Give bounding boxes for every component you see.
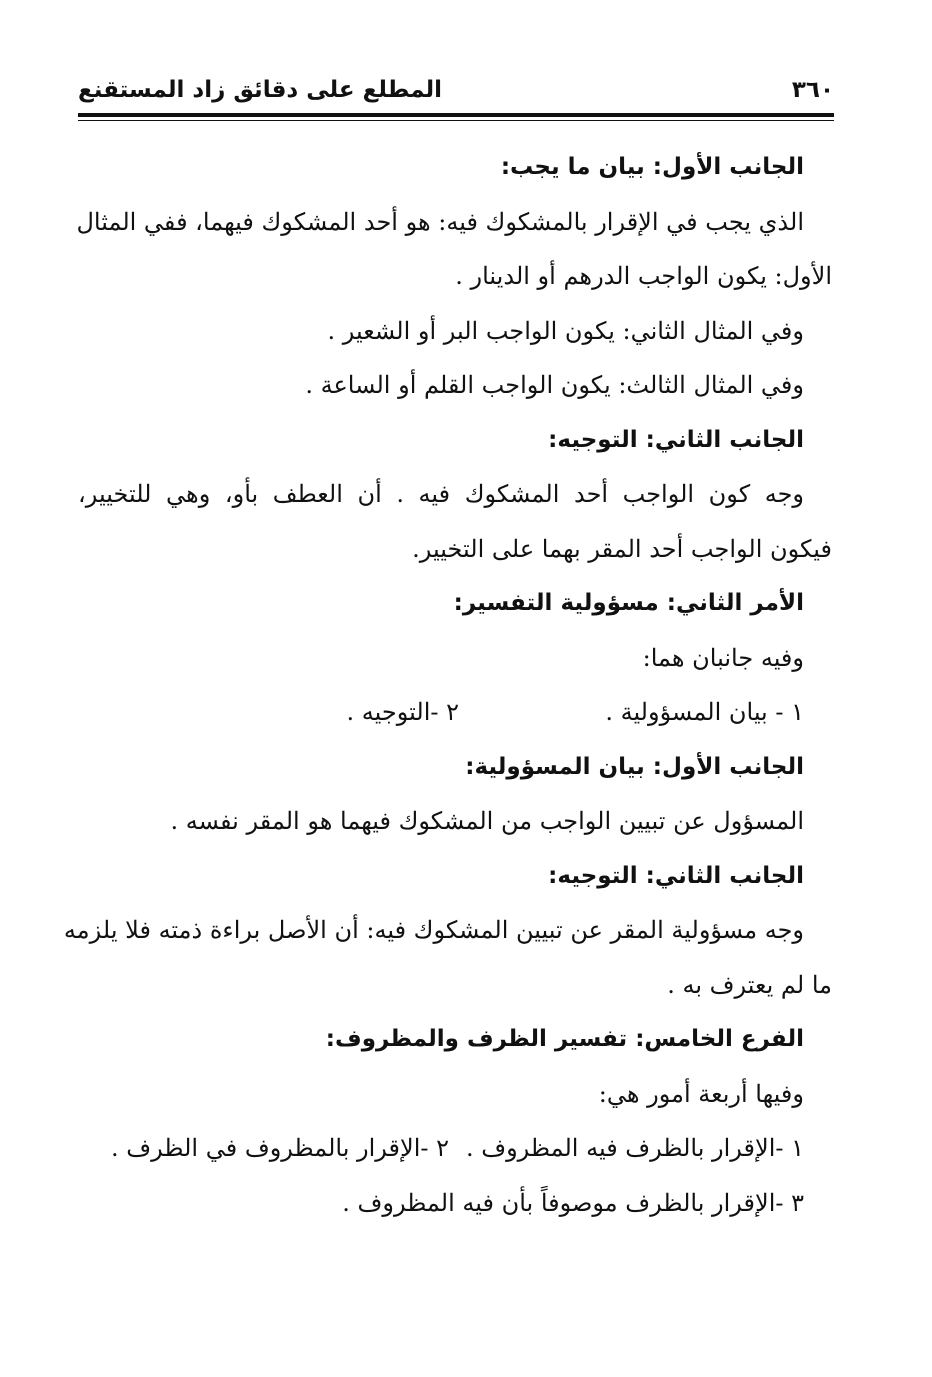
paragraph-line: الذي يجب في الإقرار بالمشكوك فيه: هو أحد المشكوك فيهما، ففي المثال — [76, 207, 804, 236]
section-heading: الجانب الأول: بيان المسؤولية: — [465, 753, 804, 780]
paragraph-line: وفيه جانبان هما: — [642, 643, 804, 672]
section-heading: الجانب الثاني: التوجيه: — [548, 862, 804, 889]
paragraph-line: وفيها أربعة أمور هي: — [598, 1079, 804, 1108]
paragraph-line: وجه مسؤولية المقر عن تبيين المشكوك فيه: أن الأصل براءة ذمته فلا يلزمه — [63, 916, 804, 944]
numbered-list — [78, 1121, 804, 1176]
paragraph-line: فيكون الواجب أحد المقر بهما على التخيير. — [412, 534, 832, 563]
list-item: ١ - بيان المسؤولية . — [605, 698, 804, 726]
paragraph-line: وجه كون الواجب أحد المشكوك فيه . أن العطف بأو، وهي للتخيير، — [78, 480, 804, 508]
book-title: المطلع على دقائق زاد المستقنع — [78, 77, 443, 103]
list-item: ٣ -الإقرار بالظرف موصوفاً بأن فيه المظروف . — [342, 1188, 804, 1217]
paragraph-line: ما لم يعترف به . — [667, 970, 832, 999]
header-rule-thin — [78, 120, 834, 121]
list-item: ٢ -الإقرار بالمظروف في الظرف . — [111, 1134, 449, 1162]
section-heading: الأمر الثاني: مسؤولية التفسير: — [453, 590, 804, 616]
paragraph-line: وفي المثال الثاني: يكون الواجب البر أو الشعير . — [327, 316, 804, 345]
body-text — [63, 140, 832, 1230]
paragraph-line: الأول: يكون الواجب الدرهم أو الدينار . — [455, 262, 832, 290]
paragraph-line: وفي المثال الثالث: يكون الواجب القلم أو الساعة . — [305, 371, 804, 399]
running-header — [78, 70, 834, 110]
header-rule — [78, 113, 834, 117]
section-heading: الجانب الثاني: التوجيه: — [548, 426, 804, 453]
numbered-list — [78, 685, 804, 740]
branch-heading: الفرع الخامس: تفسير الظرف والمظروف: — [325, 1026, 804, 1052]
paragraph-line: المسؤول عن تبيين الواجب من المشكوك فيهما هو المقر نفسه . — [170, 807, 804, 835]
list-item: ٢ -التوجيه . — [346, 698, 459, 726]
page-number: ٣٦٠ — [791, 77, 834, 103]
list-item: ١ -الإقرار بالظرف فيه المظروف . — [465, 1134, 804, 1162]
section-heading: الجانب الأول: بيان ما يجب: — [500, 154, 804, 180]
